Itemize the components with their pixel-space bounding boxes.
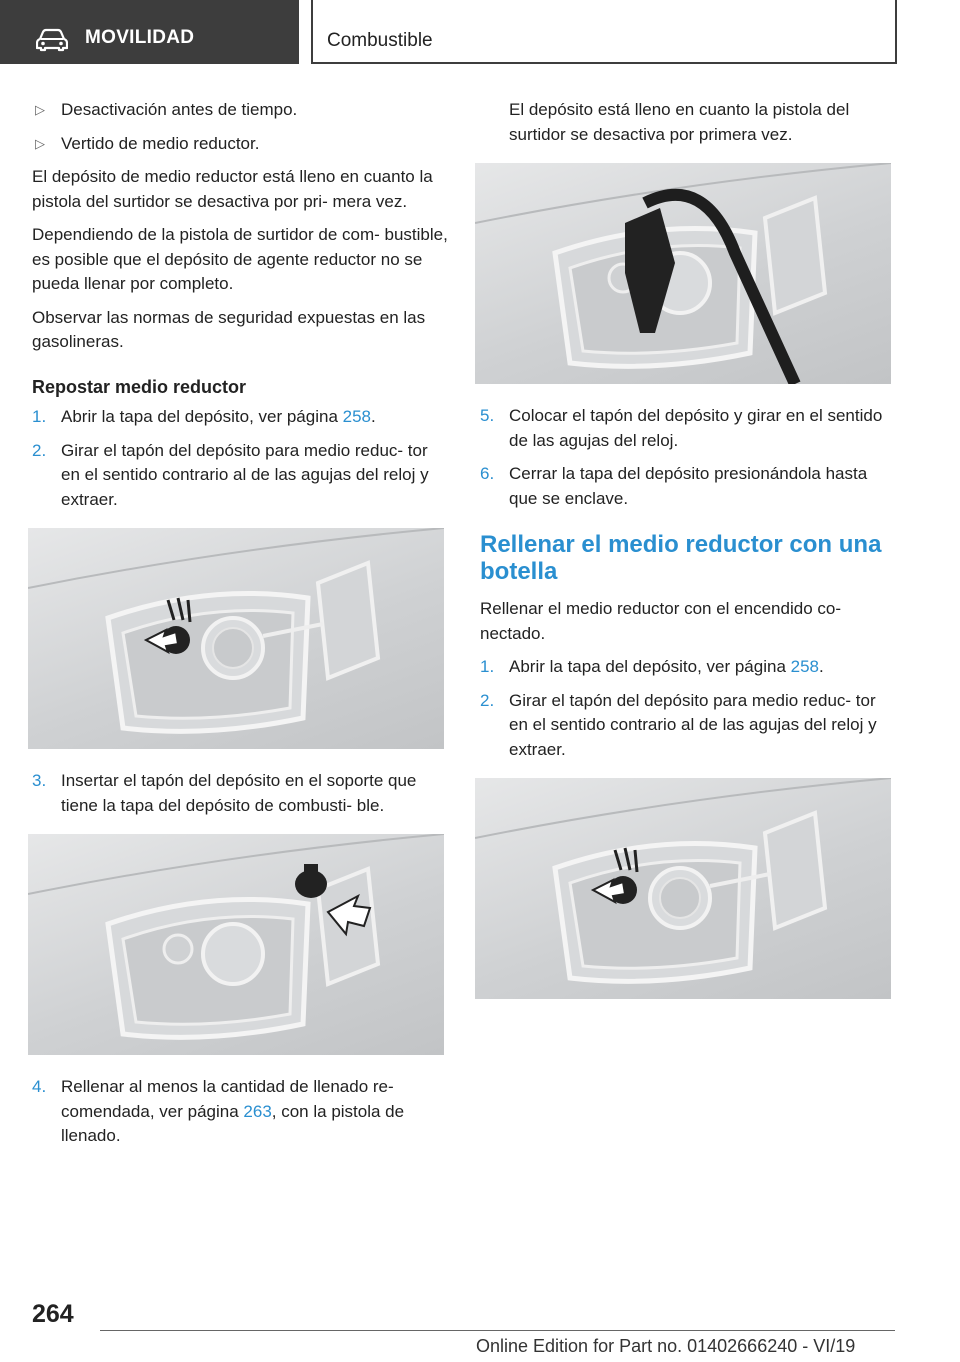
bullet-text: Vertido de medio reductor. (61, 133, 260, 153)
step-item (32, 405, 448, 430)
chapter-tab (311, 0, 897, 64)
step-number: 5. (480, 406, 495, 425)
step-item (480, 404, 892, 453)
section-tab (0, 0, 299, 64)
page-link[interactable]: 258 (790, 657, 819, 676)
bullet-text: Desactivación antes de tiempo. (61, 100, 298, 119)
triangle-bullet-icon: ▷ (35, 102, 45, 117)
step-item (480, 689, 892, 763)
step-item (480, 655, 892, 680)
paragraph: El depósito de medio reductor está lleno en cuanto la pistola del surtidor se desactiva por pri- mera vez. (32, 167, 433, 211)
illustration-remove-cap-2 (475, 778, 891, 999)
step-text: Colocar el tapón del depósito y girar en el sentido de las agujas del reloj. (509, 406, 883, 450)
step-number: 6. (480, 464, 495, 483)
step-number: 1. (32, 407, 47, 426)
page-link[interactable]: 258 (342, 407, 371, 426)
illustration-cap-holder (28, 834, 444, 1055)
step-text: Girar el tapón del depósito para medio reduc- tor en el sentido contrario al de las agujas del reloj y extraer. (509, 690, 877, 759)
step-text: Cerrar la tapa del depósito presionándola hasta que se enclave. (509, 464, 868, 508)
section-title: MOVILIDAD (85, 27, 195, 48)
paragraph: Dependiendo de la pistola de surtidor de com- bustible, es posible que el depósito de agente reductor no se pueda llenar por completo. (32, 225, 448, 293)
step-number: 3. (32, 771, 47, 790)
left-column (32, 98, 448, 1158)
step-text: Abrir la tapa del depósito, ver página (61, 407, 343, 426)
step-item (32, 1075, 448, 1149)
step-item (480, 462, 892, 511)
step-number: 2. (32, 440, 47, 460)
page-link[interactable]: 263 (243, 1101, 272, 1121)
bullet-item (32, 132, 448, 157)
edition-note: Online Edition for Part no. 01402666240 - VI/19 (476, 1336, 856, 1356)
triangle-bullet-icon: ▷ (35, 135, 45, 151)
step-text-end: . (819, 657, 824, 676)
footer-divider (100, 1330, 895, 1331)
paragraph: Observar las normas de seguridad expuestas en las gasolineras. (32, 307, 426, 351)
right-column (480, 98, 892, 1019)
step-text: Insertar el tapón del depósito en el soporte que tiene la tapa del depósito de combusti- ble. (61, 771, 417, 815)
illustration-refill-nozzle (475, 163, 891, 384)
step-text: Rellenar al menos la cantidad de llenado re- comendada, ver página (61, 1077, 394, 1121)
chapter-title: Combustible (327, 30, 433, 51)
section-heading: Rellenar el medio reductor con una botella (480, 531, 882, 585)
step-text: Girar el tapón del depósito para medio reduc- tor en el sentido contrario al de las agujas del reloj y extraer. (61, 440, 429, 509)
step-item (32, 769, 448, 818)
step-text-end: , con la pistola de llenado. (61, 1101, 405, 1145)
step-text: Abrir la tapa del depósito, ver página (509, 657, 791, 676)
step-number: 4. (32, 1077, 47, 1096)
paragraph-text: El depósito está lleno en cuanto la pistola del surtidor se desactiva por primera vez. (509, 100, 850, 144)
continued-paragraph (480, 98, 892, 147)
car-icon (36, 28, 68, 52)
section-heading: Repostar medio reductor (32, 376, 247, 397)
step-text-end: . (371, 407, 376, 426)
page-number: 264 (32, 1300, 74, 1328)
bullet-item (32, 98, 448, 123)
step-item (32, 439, 448, 513)
illustration-remove-cap (28, 528, 444, 749)
step-number: 1. (480, 657, 495, 676)
step-number: 2. (480, 690, 495, 710)
paragraph: Rellenar el medio reductor con el encendido co- nectado. (480, 599, 841, 643)
